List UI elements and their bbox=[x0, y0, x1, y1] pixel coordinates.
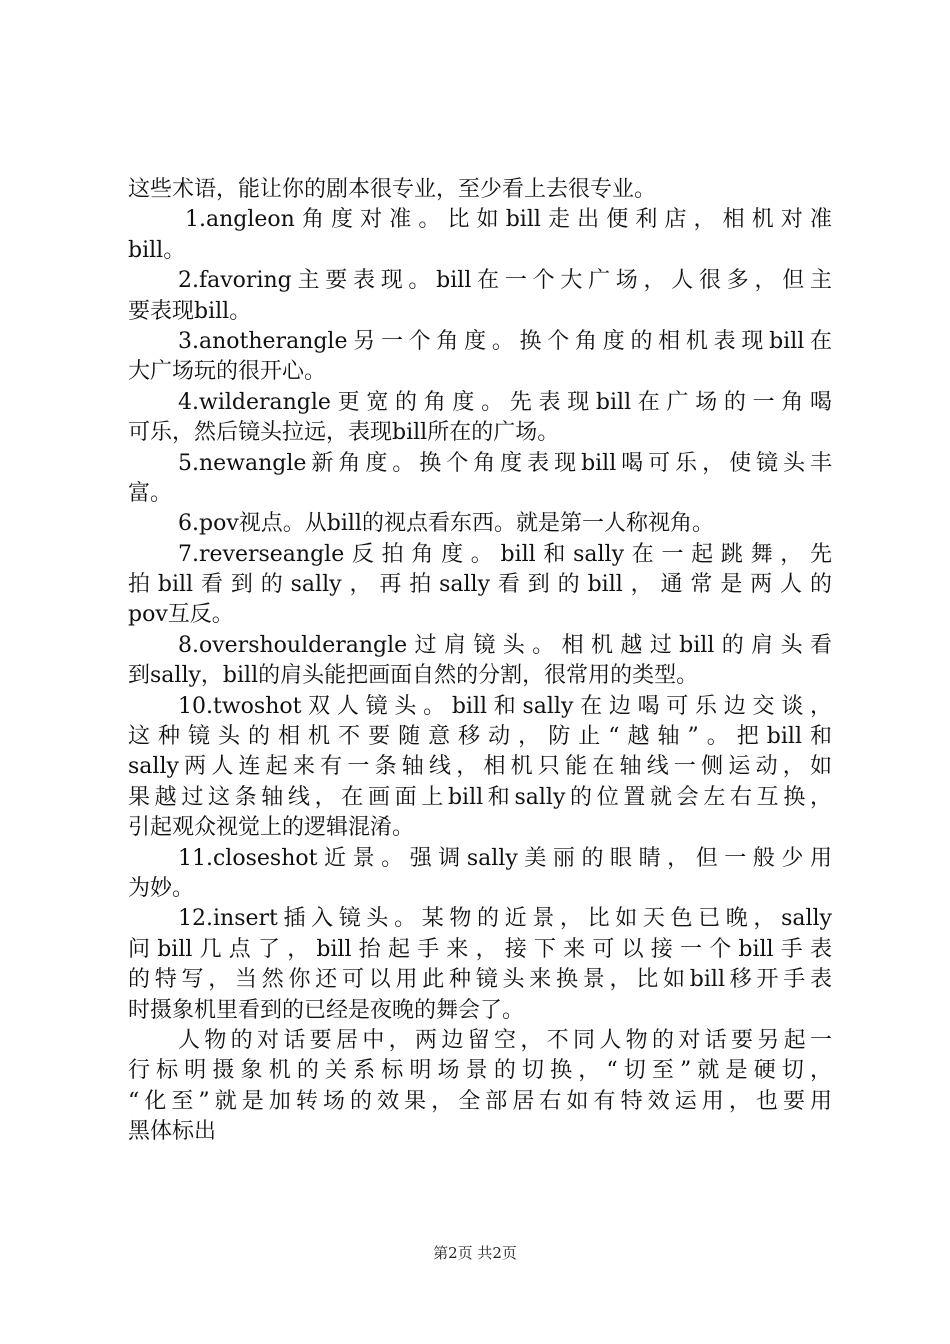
text-line: 2.favoring主要表现。bill在一个大广场，人很多，但主 bbox=[178, 268, 832, 294]
paragraph bbox=[128, 449, 832, 510]
text-line: 这些术语，能让你的剧本很专业，至少看上去很专业。 bbox=[128, 177, 657, 202]
text-line: 的特写，当然你还可以用此种镜头来换景，比如bill移开手表 bbox=[128, 967, 832, 993]
text-line: 到sally，bill的肩头能把画面自然的分割，很常用的类型。 bbox=[128, 663, 699, 689]
text-line: pov互反。 bbox=[128, 602, 234, 628]
text-line: 12.insert插入镜头。某物的近景，比如天色已晚，sally bbox=[178, 906, 832, 932]
text-line: 这种镜头的相机不要随意移动，防止“越轴”。把bill和 bbox=[128, 724, 832, 750]
paragraph bbox=[128, 175, 832, 205]
paragraph bbox=[128, 509, 832, 539]
paragraph bbox=[128, 844, 832, 905]
text-line: 11.closeshot近景。强调sally美丽的眼睛，但一般少用 bbox=[178, 845, 832, 871]
text-line: 大广场玩的很开心。 bbox=[128, 359, 327, 385]
text-line: 7.reverseangle反拍角度。bill和sally在一起跳舞，先 bbox=[178, 541, 832, 567]
text-line: bill。 bbox=[128, 237, 186, 263]
paragraph bbox=[128, 631, 832, 692]
text-line: 行标明摄象机的关系标明场景的切换，“切至”就是硬切， bbox=[128, 1058, 832, 1084]
text-line: 10.twoshot双人镜头。bill和sally在边喝可乐边交谈， bbox=[178, 693, 832, 719]
text-line: 可乐，然后镜头拉远，表现bill所在的广场。 bbox=[128, 420, 560, 446]
text-line: 拍bill看到的sally，再拍sally看到的bill，通常是两人的 bbox=[128, 572, 832, 598]
text-line: 要表现bill。 bbox=[128, 298, 252, 324]
paragraph bbox=[128, 327, 832, 388]
paragraph bbox=[128, 266, 832, 327]
page-footer: 第2页 共2页 bbox=[433, 1244, 517, 1262]
text-line: 为妙。 bbox=[128, 875, 195, 901]
paragraph bbox=[128, 205, 832, 266]
text-line: 8.overshoulderangle过肩镜头。相机越过bill的肩头看 bbox=[178, 632, 832, 658]
document-body bbox=[128, 175, 832, 1148]
text-line: 黑体标出 bbox=[128, 1119, 217, 1145]
text-line: 4.wilderangle更宽的角度。先表现bill在广场的一角喝 bbox=[178, 389, 832, 415]
paragraph bbox=[128, 904, 832, 1026]
text-line: 引起观众视觉上的逻辑混淆。 bbox=[128, 815, 415, 841]
text-line: 5.newangle新角度。换个角度表现bill喝可乐，使镜头丰 bbox=[178, 450, 832, 476]
paragraph bbox=[128, 388, 832, 449]
text-line: sally两人连起来有一条轴线，相机只能在轴线一侧运动，如 bbox=[128, 754, 832, 780]
text-line: 问bill几点了，bill抬起手来，接下来可以接一个bill手表 bbox=[128, 936, 832, 962]
text-line: “化至”就是加转场的效果，全部居右如有特效运用，也要用 bbox=[128, 1088, 832, 1114]
text-line: 果越过这条轴线，在画面上bill和sally的位置就会左右互换， bbox=[128, 784, 832, 810]
text-line: 1.angleon角度对准。比如bill走出便利店，相机对准 bbox=[185, 207, 832, 233]
text-line: 6.pov视点。从bill的视点看东西。就是第一人称视角。 bbox=[178, 511, 714, 537]
text-line: 时摄象机里看到的已经是夜晚的舞会了。 bbox=[128, 997, 525, 1023]
text-line: 3.anotherangle另一个角度。换个角度的相机表现bill在 bbox=[178, 328, 832, 354]
text-line: 富。 bbox=[128, 480, 173, 506]
paragraph bbox=[128, 540, 832, 631]
text-line: 人物的对话要居中，两边留空，不同人物的对话要另起一 bbox=[178, 1027, 832, 1053]
paragraph bbox=[128, 692, 832, 844]
paragraph bbox=[128, 1026, 832, 1148]
